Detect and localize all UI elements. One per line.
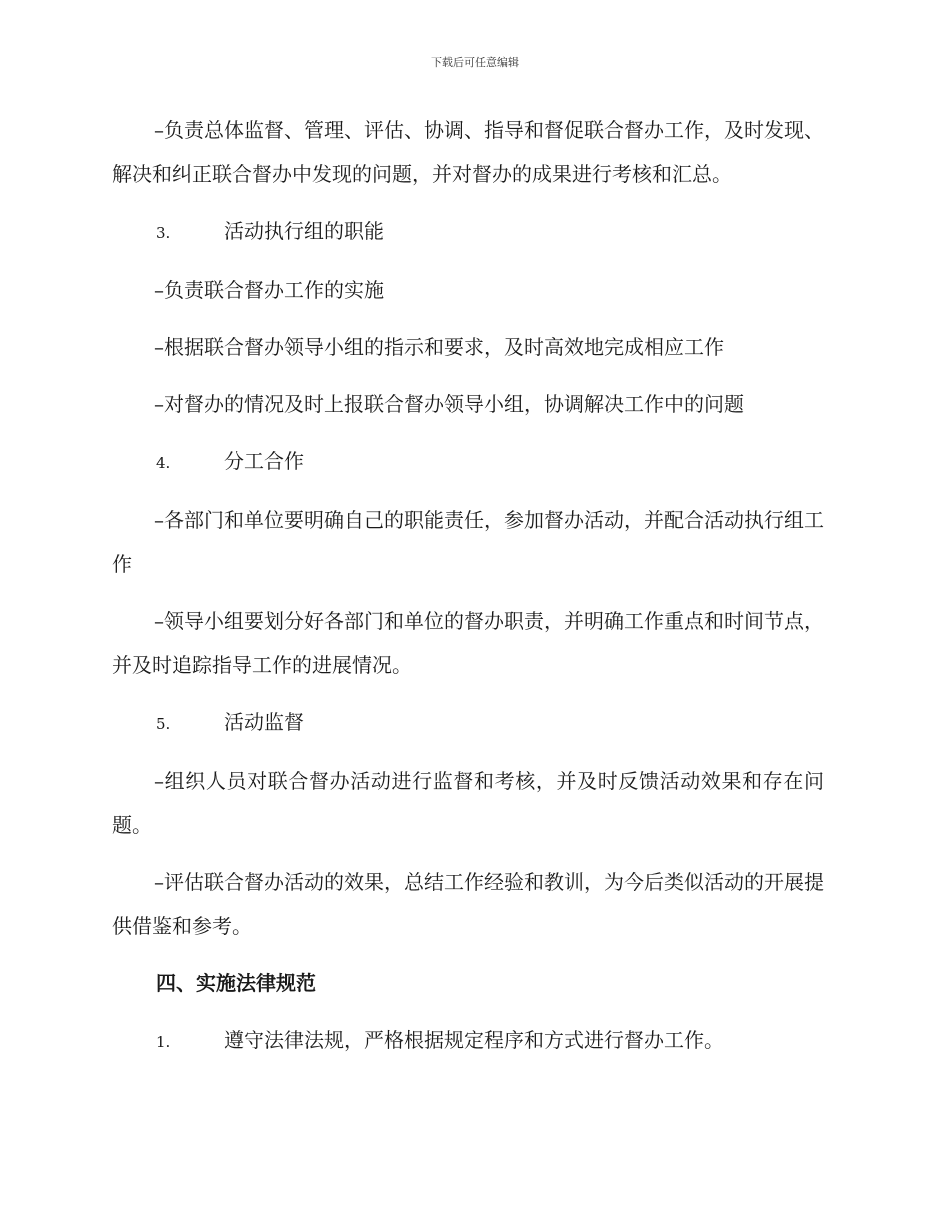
- list-number: 3.: [156, 224, 171, 242]
- paragraph-evaluate-effects: –评估联合督办活动的效果，总结工作经验和教训，为今后类似活动的开展提供借鉴和参考。: [112, 870, 824, 938]
- paragraph-implementation: –负责联合督办工作的实施: [154, 278, 384, 302]
- list-item-4: [112, 439, 824, 485]
- list-number: 5.: [156, 715, 171, 733]
- list-number: 4.: [156, 454, 171, 472]
- paragraph-follow-instructions: –根据联合督办领导小组的指示和要求，及时高效地完成相应工作: [154, 335, 724, 359]
- paragraph-leadership-duties: –领导小组要划分好各部门和单位的督办职责，并明确工作重点和时间节点，并及时追踪指导工作的进展情况。: [112, 609, 824, 677]
- list-item-text: 遵守法律法规，严格根据规定程序和方式进行督办工作。: [224, 1028, 724, 1052]
- paragraph-report-situation: –对督办的情况及时上报联合督办领导小组，协调解决工作中的问题: [154, 392, 744, 416]
- paragraph-supervision-duties: –负责总体监督、管理、评估、协调、指导和督促联合督办工作，及时发现、解决和纠正联合督办中发现的问题，并对督办的成果进行考核和汇总。: [112, 118, 824, 186]
- list-item-text: 活动执行组的职能: [224, 219, 384, 243]
- list-item-3: [112, 209, 824, 255]
- list-item-text: 分工合作: [224, 449, 304, 473]
- section-heading: 四、实施法律规范: [156, 971, 316, 995]
- paragraph-department-duties: –各部门和单位要明确自己的职能责任，参加督办活动，并配合活动执行组工作: [112, 508, 824, 576]
- paragraph-organize-monitoring: –组织人员对联合督办活动进行监督和考核，并及时反馈活动效果和存在问题。: [112, 769, 824, 837]
- list-item-5: [112, 700, 824, 746]
- page-header: 下载后可任意编辑: [431, 56, 519, 69]
- document-body: [112, 108, 824, 1077]
- list-item-text: 活动监督: [224, 710, 304, 734]
- list-item-1: [112, 1018, 824, 1064]
- list-number: 1.: [156, 1033, 171, 1051]
